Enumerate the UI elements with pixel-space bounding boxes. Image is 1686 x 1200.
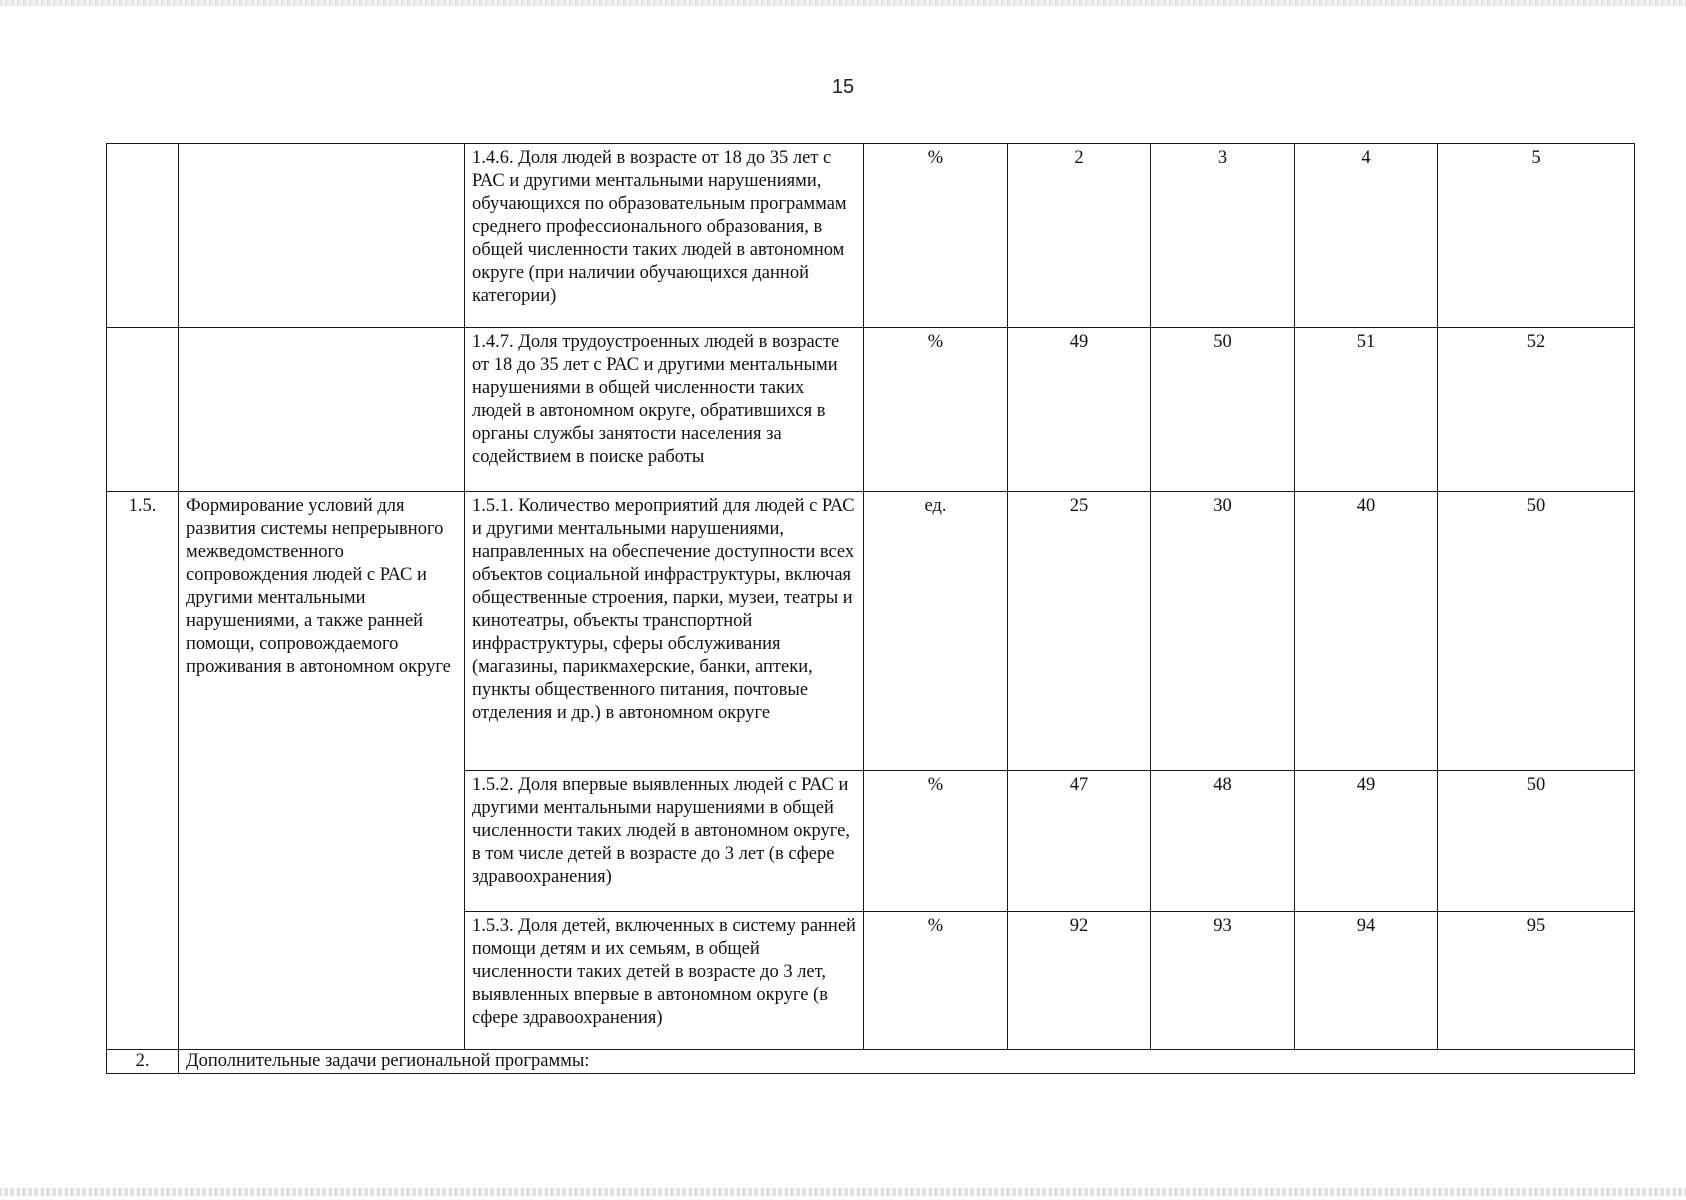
task-number-cell: 1.5. — [107, 492, 179, 1050]
unit-cell: % — [864, 771, 1008, 912]
value-cell: 4 — [1295, 144, 1438, 328]
page-number: 15 — [831, 76, 855, 98]
task-cell — [179, 144, 465, 328]
indicator-cell: 1.4.7. Доля трудоустроенных людей в возрасте от 18 до 35 лет с РАС и другими ментальными нарушениями в общей численности таких людей в автономном округе, обратившихся в органы службы занятости населения за содействием в поиске работы — [465, 328, 864, 492]
table-row — [107, 1050, 1635, 1074]
table-row — [107, 144, 1635, 328]
task-cell — [179, 328, 465, 492]
section-heading-cell: Дополнительные задачи региональной программы: — [179, 1050, 1635, 1074]
value-cell: 49 — [1295, 771, 1438, 912]
indicator-cell: 1.5.2. Доля впервые выявленных людей с РАС и другими ментальными нарушениями в общей численности таких людей в автономном округе, в том числе детей в возрасте до 3 лет (в сфере здравоохранения) — [465, 771, 864, 912]
task-number-cell — [107, 144, 179, 328]
unit-cell: % — [864, 328, 1008, 492]
task-cell: Формирование условий для развития системы непрерывного межведомственного сопровождения людей с РАС и другими ментальными нарушениями, а также ранней помощи, сопровождаемого проживания в автономном округе — [179, 492, 465, 1050]
scan-edge-top — [0, 0, 1686, 6]
value-cell: 95 — [1438, 912, 1635, 1050]
program-indicators-table — [106, 143, 1635, 1074]
value-cell: 30 — [1151, 492, 1295, 771]
table-row — [107, 328, 1635, 492]
value-cell: 92 — [1008, 912, 1151, 1050]
table-row — [107, 492, 1635, 771]
value-cell: 3 — [1151, 144, 1295, 328]
value-cell: 50 — [1151, 328, 1295, 492]
unit-cell: % — [864, 144, 1008, 328]
value-cell: 49 — [1008, 328, 1151, 492]
value-cell: 50 — [1438, 771, 1635, 912]
value-cell: 52 — [1438, 328, 1635, 492]
value-cell: 40 — [1295, 492, 1438, 771]
indicator-cell: 1.5.1. Количество мероприятий для людей с РАС и другими ментальными нарушениями, направленных на обеспечение доступности всех объектов социальной инфраструктуры, включая общественные строения, парки, музеи, театры и кинотеатры, объекты транспортной инфраструктуры, сферы обслуживания (магазины, парикмахерские, банки, аптеки, пункты общественного питания, почтовые отделения и др.) в автономном округе — [465, 492, 864, 771]
value-cell: 5 — [1438, 144, 1635, 328]
unit-cell: % — [864, 912, 1008, 1050]
value-cell: 48 — [1151, 771, 1295, 912]
scan-edge-bottom — [0, 1188, 1686, 1196]
value-cell: 50 — [1438, 492, 1635, 771]
value-cell: 47 — [1008, 771, 1151, 912]
unit-cell: ед. — [864, 492, 1008, 771]
indicator-cell: 1.5.3. Доля детей, включенных в систему ранней помощи детям и их семьям, в общей численности таких детей в возрасте до 3 лет, выявленных впервые в автономном округе (в сфере здравоохранения) — [465, 912, 864, 1050]
indicator-cell: 1.4.6. Доля людей в возрасте от 18 до 35 лет с РАС и другими ментальными нарушениями, обучающихся по образовательным программам среднего профессионального образования, в общей численности таких людей в автономном округе (при наличии обучающихся данной категории) — [465, 144, 864, 328]
section-number-cell: 2. — [107, 1050, 179, 1074]
value-cell: 51 — [1295, 328, 1438, 492]
task-number-cell — [107, 328, 179, 492]
value-cell: 25 — [1008, 492, 1151, 771]
value-cell: 2 — [1008, 144, 1151, 328]
value-cell: 93 — [1151, 912, 1295, 1050]
value-cell: 94 — [1295, 912, 1438, 1050]
